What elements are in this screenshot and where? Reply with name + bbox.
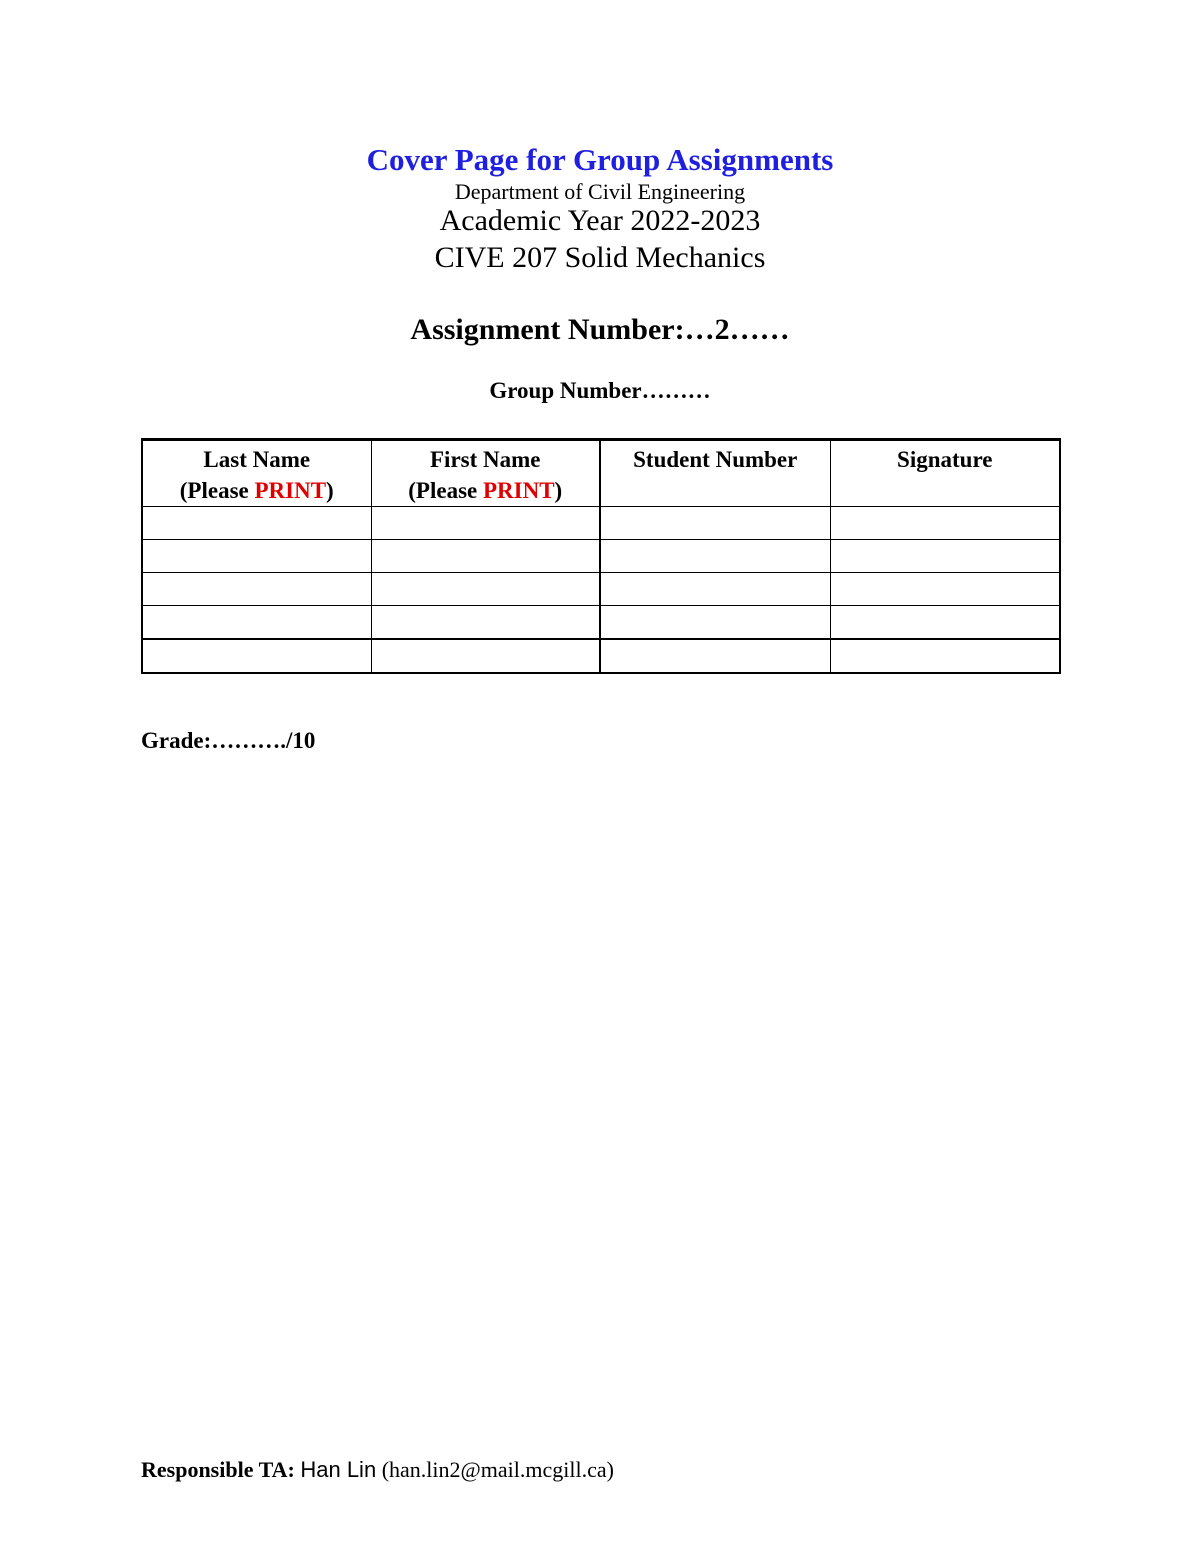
column-label: First Name xyxy=(430,447,541,472)
group-number: Group Number……… xyxy=(489,378,711,403)
last-name-cell[interactable] xyxy=(142,507,371,540)
table-header-row xyxy=(142,440,1060,507)
student-number-cell[interactable] xyxy=(600,606,830,640)
ta-name: Han Lin xyxy=(300,1457,377,1482)
print-emphasis: PRINT xyxy=(254,478,327,503)
print-emphasis: PRINT xyxy=(482,478,555,503)
page-title: Cover Page for Group Assignments xyxy=(366,142,834,177)
first-name-cell[interactable] xyxy=(371,639,600,673)
column-label: Student Number xyxy=(633,447,798,472)
first-name-cell[interactable] xyxy=(371,507,600,540)
student-number-cell[interactable] xyxy=(600,573,830,606)
grade-line: Grade:………./10 xyxy=(141,728,316,753)
column-header-signature xyxy=(830,440,1060,507)
column-header-last-name xyxy=(142,440,371,507)
student-number-cell[interactable] xyxy=(600,507,830,540)
first-name-cell[interactable] xyxy=(371,573,600,606)
table-row xyxy=(142,639,1060,673)
column-label: Signature xyxy=(897,447,993,472)
table-row xyxy=(142,606,1060,640)
signature-cell[interactable] xyxy=(830,639,1060,673)
column-header-first-name xyxy=(371,440,600,507)
last-name-cell[interactable] xyxy=(142,606,371,640)
last-name-cell[interactable] xyxy=(142,540,371,573)
column-header-student-number xyxy=(600,440,830,507)
column-sub-label: (Please PRINT) xyxy=(408,478,563,503)
student-number-cell[interactable] xyxy=(600,639,830,673)
signature-cell[interactable] xyxy=(830,606,1060,640)
column-sub-label: (Please PRINT) xyxy=(179,478,334,503)
student-number-cell[interactable] xyxy=(600,540,830,573)
last-name-cell[interactable] xyxy=(142,573,371,606)
ta-label: Responsible TA xyxy=(141,1457,288,1482)
column-label: Last Name xyxy=(203,447,311,472)
responsible-ta-footer xyxy=(141,1457,614,1483)
course-name: CIVE 207 Solid Mechanics xyxy=(434,241,766,274)
first-name-cell[interactable] xyxy=(371,606,600,640)
last-name-cell[interactable] xyxy=(142,639,371,673)
signature-cell[interactable] xyxy=(830,573,1060,606)
ta-email: (han.lin2@mail.mcgill.ca) xyxy=(376,1457,614,1482)
academic-year: Academic Year 2022-2023 xyxy=(439,204,761,237)
assignment-number: Assignment Number:…2…… xyxy=(410,313,790,346)
table-row xyxy=(142,573,1060,606)
table-row xyxy=(142,507,1060,540)
signature-cell[interactable] xyxy=(830,540,1060,573)
student-roster-table xyxy=(141,438,1061,674)
first-name-cell[interactable] xyxy=(371,540,600,573)
ta-separator: : xyxy=(287,1457,301,1482)
table-row xyxy=(142,540,1060,573)
department-name: Department of Civil Engineering xyxy=(454,179,746,204)
signature-cell[interactable] xyxy=(830,507,1060,540)
